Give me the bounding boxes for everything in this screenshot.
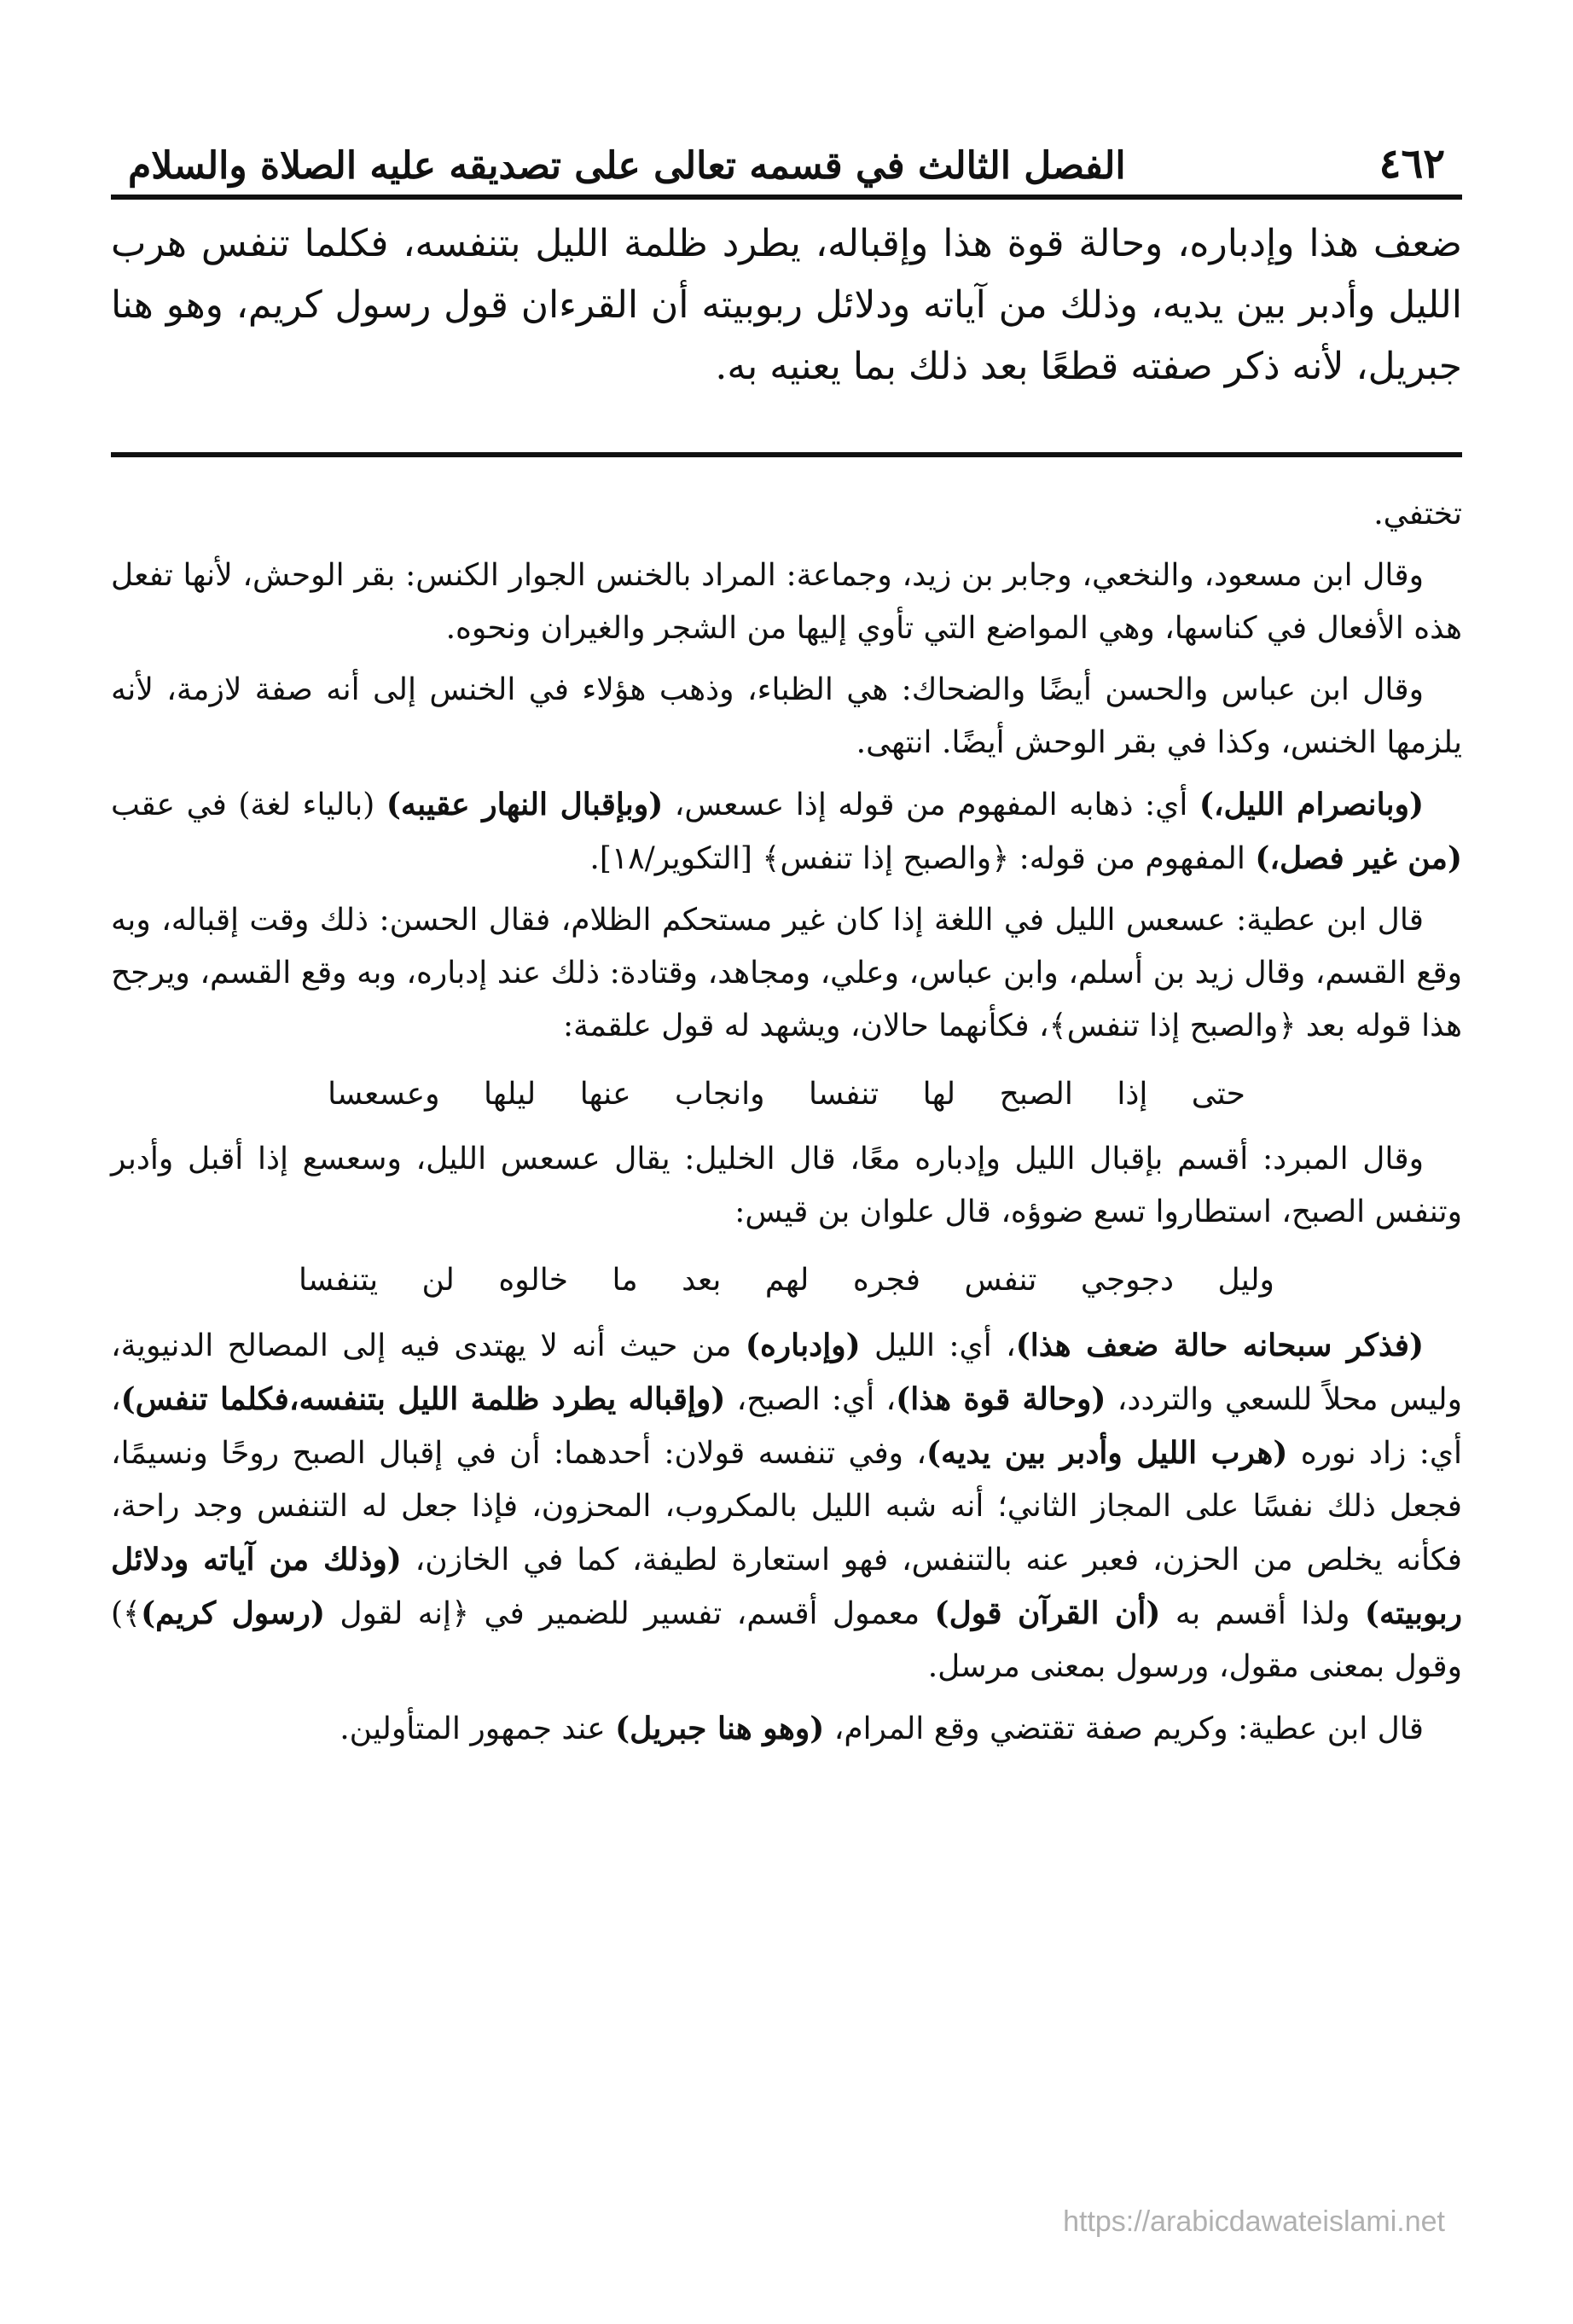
commentary-text: (بالياء لغة) في عقب	[111, 787, 386, 822]
quoted-matn: (وبانصرام الليل،)	[1199, 787, 1424, 822]
commentary-text: عند جمهور المتأولين.	[340, 1711, 616, 1746]
commentary-text: أي: ذهابه المفهوم من قوله إذا عسعس،	[663, 787, 1199, 822]
commentary-separator	[111, 452, 1462, 457]
watermark-url: https://arabicdawateislami.net	[1063, 2205, 1445, 2238]
quoted-matn: (وبإقبال النهار عقيبه)	[386, 787, 664, 822]
main-text: ضعف هذا وإدباره، وحالة قوة هذا وإقباله، يطرد ظلمة الليل بتنفسه، فكلما تنفس هرب الليل وأدبر بين يديه، وذلك من آياته ودلائل ربوبيته أن القرءان قول رسول كريم، وهو هنا جبريل، لأنه ذكر صفته قطعًا بعد ذلك بما يعنيه به.	[111, 222, 1462, 388]
commentary-paragraph: تختفي.	[1373, 497, 1462, 532]
commentary-text: من حيث أنه لا يهتدى فيه إلى المصالح الدنيوية، وليس محلاً للسعي والتردد،	[111, 1328, 1462, 1417]
quoted-matn: (من غير فصل،)	[1255, 840, 1462, 876]
commentary-paragraph: قال ابن عطية: عسعس الليل في اللغة إذا كان غير مستحكم الظلام، فقال الحسن: ذلك وقت إقباله، وبه وقع القسم، وقال زيد بن أسلم، وابن عباس، وعلي، ومجاهد، وقتادة: ذلك عند إدباره، وبه وقع القسم، ويرجح هذا قوله بعد ﴿والصبح إذا تنفس﴾، فكأنهما حالان، ويشهد له قول علقمة:	[111, 903, 1462, 1043]
commentary-text: معمول أقسم، تفسير للضمير في ﴿إنه لقول	[324, 1596, 935, 1631]
commentary-text: ولذا أقسم به	[1160, 1596, 1365, 1631]
quoted-matn: (وحالة قوة هذا)	[896, 1381, 1106, 1417]
page-header	[128, 128, 1445, 188]
commentary-text: ، أي: الليل	[860, 1328, 1016, 1363]
commentary-paragraph: وقال المبرد: أقسم بإقبال الليل وإدباره معًا، قال الخليل: يقال عسعس الليل، وسعسع إذا أقبل وأدبر وتنفس الصبح، استطاروا تسع ضوؤه، قال علوان بن قيس:	[111, 1142, 1462, 1229]
commentary-text: ، أي: زاد نوره	[111, 1382, 1463, 1471]
header-rule	[111, 195, 1462, 200]
quoted-matn: (رسول كريم)	[141, 1595, 325, 1631]
commentary-text: المفهوم من قوله: ﴿والصبح إذا تنفس﴾ [التكوير/١٨].	[589, 841, 1256, 876]
poetry-verse: حتى إذا الصبح لها تنفسا وانجاب عنها ليلها وعسعسا	[328, 1077, 1245, 1112]
quoted-matn: (وهو هنا جبريل)	[615, 1711, 825, 1746]
quoted-matn: (وإدباره)	[745, 1328, 861, 1363]
commentary-paragraph: وقال ابن مسعود، والنخعي، وجابر بن زيد، وجماعة: المراد بالخنس الجوار الكنس: بقر الوحش، لأنها تفعل هذه الأفعال في كناسها، وهي المواضع التي تأوي إليها من الشجر والغيران ونحوه.	[111, 558, 1462, 646]
page-number: ٤٦٢	[1379, 140, 1445, 188]
commentary-paragraph	[111, 778, 1462, 886]
commentary-text: ، وفي تنفسه قولان: أحدهما: أن في إقبال الصبح روحًا ونسيمًا، فجعل ذلك نفسًا على المجاز الثاني؛ أنه شبه الليل بالمكروب، المحزون، فإذا جعل له التنفس وجد راحة، فكأنه يخلص من الحزن، فعبر عنه بالتنفس، فهو استعارة لطيفة، كما في الخازن،	[111, 1436, 1463, 1577]
running-title: الفصل الثالث في قسمه تعالى على تصديقه عليه الصلاة والسلام	[128, 144, 1126, 188]
quoted-matn: (فذكر سبحانه حالة ضعف هذا)	[1015, 1328, 1424, 1363]
poetry-verse: وليل دجوجي تنفس فجره لهم بعد ما خالوه لن يتنفسا	[299, 1263, 1274, 1298]
commentary-text: ﴾) وقول بمعنى مقول، ورسول بمعنى مرسل.	[111, 1596, 1462, 1684]
commentary-text: قال ابن عطية: وكريم صفة تقتضي وقع المرام،	[824, 1711, 1424, 1746]
commentary-paragraph	[111, 1702, 1462, 1756]
commentary	[111, 488, 1462, 1764]
quoted-matn: (وذلك من آياته ودلائل ربوبيته)	[111, 1542, 1462, 1631]
commentary-text: ، أي: الصبح،	[725, 1382, 897, 1417]
quoted-matn: (أن القرآن قول)	[934, 1595, 1161, 1631]
quoted-matn: (هرب الليل وأدبر بين يديه)	[926, 1435, 1288, 1471]
commentary-paragraph: وقال ابن عباس والحسن أيضًا والضحاك: هي الظباء، وذهب هؤلاء في الخنس إلى أنه صفة لازمة، لأنه يلزمها الخنس، وكذا في بقر الوحش أيضًا. انتهى.	[111, 672, 1462, 760]
quoted-matn: (وإقباله يطرد ظلمة الليل بتنفسه،فكلما تنفس)	[120, 1381, 726, 1417]
commentary-paragraph	[111, 1319, 1462, 1694]
